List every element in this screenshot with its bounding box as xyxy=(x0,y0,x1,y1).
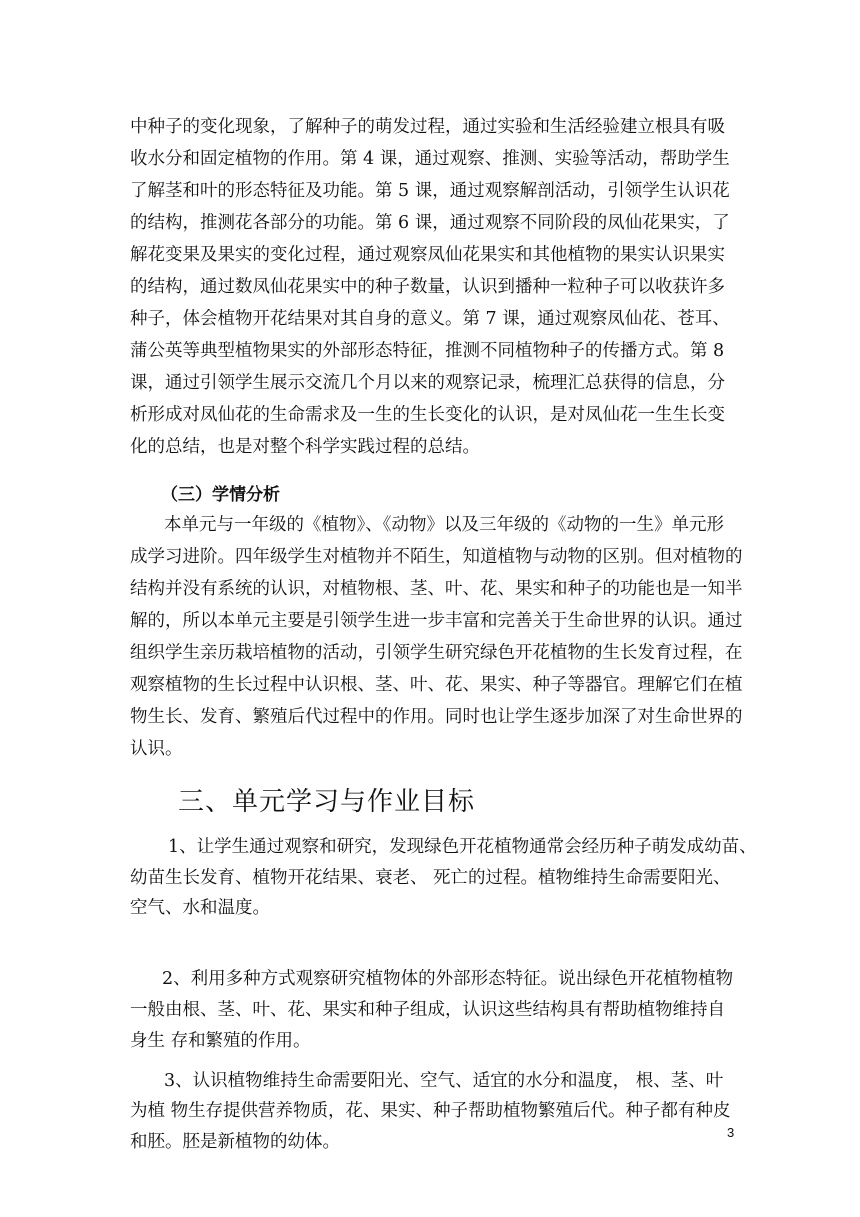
goal-line: 身生 存和繁殖的作用。 xyxy=(130,1031,311,1051)
paragraph-line: 蒲公英等典型植物果实的外部形态特征，推测不同植物种子的传播方式。第 8 xyxy=(130,341,725,361)
paragraph-line: 中种子的变化现象，了解种子的萌发过程，通过实验和生活经验建立根具有吸 xyxy=(130,117,725,137)
subsection-heading: （三）学情分析 xyxy=(161,485,280,505)
goal-line: 幼苗生长发育、植物开花结果、衰老、 死亡的过程。植物维持生命需要阳光、 xyxy=(130,868,731,888)
paragraph-line: 成学习进阶。四年级学生对植物并不陌生，知道植物与动物的区别。但对植物的 xyxy=(130,547,743,567)
paragraph-line: 观察植物的生长过程中认识根、茎、叶、花、果实、种子等器官。理解它们在植 xyxy=(130,675,743,695)
paragraph-line: 种子，体会植物开花结果对其自身的意义。第 7 课，通过观察凤仙花、苍耳、 xyxy=(130,309,730,329)
paragraph-line: 课，通过引领学生展示交流几个月以来的观察记录，梳理汇总获得的信息，分 xyxy=(130,373,725,393)
goal-line: 2、利用多种方式观察研究植物体的外部形态特征。说出绿色开花植物植物 xyxy=(162,969,734,989)
paragraph-line: 的结构，推测花各部分的功能。第 6 课，通过观察不同阶段的凤仙花果实，了 xyxy=(130,213,730,233)
paragraph-line: 认识。 xyxy=(130,739,183,759)
paragraph-line: 了解茎和叶的形态特征及功能。第 5 课，通过观察解剖活动，引领学生认识花 xyxy=(130,181,730,201)
paragraph-line: 析形成对凤仙花的生命需求及一生的生长变化的认识，是对凤仙花一生生长变 xyxy=(130,405,725,425)
paragraph-line: 组织学生亲历栽培植物的活动，引领学生研究绿色开花植物的生长发育过程，在 xyxy=(130,643,743,663)
paragraph-line: 的结构，通过数凤仙花果实中的种子数量，认识到播种一粒种子可以收获许多 xyxy=(130,277,725,297)
paragraph-line: 物生长、发育、繁殖后代过程中的作用。同时也让学生逐步加深了对生命世界的 xyxy=(130,707,743,727)
goal-line: 1、让学生通过观察和研究，发现绿色开花植物通常会经历种子萌发成幼苗、 xyxy=(168,837,757,857)
goal-line: 为植 物生存提供营养物质，花、果实、种子帮助植物繁殖后代。种子都有种皮 xyxy=(130,1101,731,1121)
goal-line: 3、认识植物维持生命需要阳光、空气、适宜的水分和温度， 根、茎、叶 xyxy=(164,1071,724,1091)
page-number: 3 xyxy=(727,1125,735,1140)
goal-line: 一般由根、茎、叶、花、果实和种子组成，认识这些结构具有帮助植物维持自 xyxy=(130,1000,725,1020)
section-heading: 三、单元学习与作业目标 xyxy=(178,787,476,817)
paragraph-line: 解花变果及果实的变化过程，通过观察凤仙花果实和其他植物的果实认识果实 xyxy=(130,245,725,265)
paragraph-line: 收水分和固定植物的作用。第 4 课，通过观察、推测、实验等活动，帮助学生 xyxy=(130,149,730,169)
paragraph-line: 化的总结，也是对整个科学实践过程的总结。 xyxy=(130,437,480,457)
paragraph-line: 本单元与一年级的《植物》、《动物》以及三年级的《动物的一生》单元形 xyxy=(164,515,724,535)
paragraph-line: 解的，所以本单元主要是引领学生进一步丰富和完善关于生命世界的认识。通过 xyxy=(130,611,743,631)
goal-line: 空气、水和温度。 xyxy=(130,898,270,918)
goal-line: 和胚。胚是新植物的幼体。 xyxy=(130,1132,340,1152)
paragraph-line: 结构并没有系统的认识，对植物根、茎、叶、花、果实和种子的功能也是一知半 xyxy=(130,579,743,599)
